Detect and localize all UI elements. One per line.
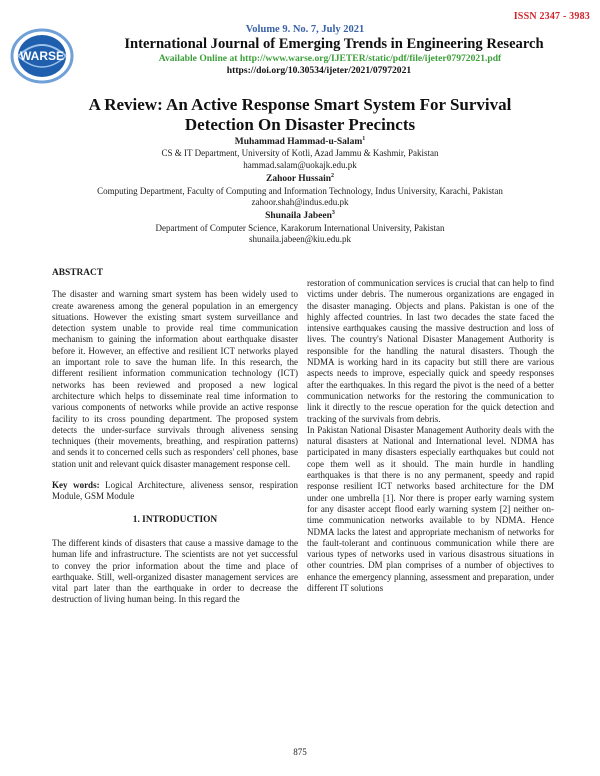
author-affiliation: Department of Computer Science, Karakorum International University, Pakistan <box>155 222 445 233</box>
volume-info: Volume 9. No. 7, July 2021 <box>245 24 365 35</box>
keywords-label: Key words: <box>52 480 100 491</box>
right-column <box>307 278 554 594</box>
abstract-heading: ABSTRACT <box>52 268 104 278</box>
journal-title: International Journal of Emerging Trends in Engineering Research <box>124 36 544 52</box>
body-paragraph: In Pakistan National Disaster Management Authority deals with the natural disasters at National and International level. NDMA has participated in many disasters especially earthquakes but could not cope them well as it should. The main hurdle in handling earthquakes is that there is no any permanent, speedy and rapid response resilient ICT networks based architecture for the DM under one umbrella [1]. Nor there is proper early warning system for any disaster accept flood early warning system [2] neither on-time communication networks available to by NDMA. Hence NDMA lacks the latest and appropriate mechanism of networks for the fault-tolerant and continuous communication while there are various types of networks used in various disastrous situations in other countries. DM plan comprises of a number of objectives to enhance the emergency planning, assessment and preparation, under different IT solutions <box>307 424 554 594</box>
author-email[interactable]: zahoor.shah@indus.edu.pk <box>251 196 349 207</box>
keywords-text: Logical Architecture, aliveness sensor, respiration Module, GSM Module <box>52 480 299 502</box>
author-email[interactable]: shunaila.jabeen@kiu.edu.pk <box>248 233 351 244</box>
doi-link[interactable]: https://doi.org/10.30534/ijeter/2021/07972021 <box>226 65 412 76</box>
paper-title-line-2: Detection On Disaster Precincts <box>184 115 416 134</box>
author-name: Zahoor Hussain$^2$ <box>265 173 335 185</box>
paper-title-line-1: A Review: An Active Response Smart System For Survival <box>88 95 512 114</box>
body-paragraph: restoration of communication services is crucial that can help to find victims under debris. The numerous organizations are engaged in the disaster managing. Objects and plans. Pakistan is one of the highly affected countries. In last two decades the state faced the intensive earthquakes causing the massive destruction and loss of lives. The country's National Disaster Management Authority is responsible for the handling the natural disasters. Though the NDMA is working hard in its capacity but still there are various aspects needs to improve, especially quick and speedy responses after the earthquakes. In this regard the pivot is the need of a better communication networks for the restoring the communication to link it directly to the rescue operation for the quick detection and tracking of the survivals from debris. <box>307 278 554 424</box>
author-email[interactable]: hammad.salam@uokajk.edu.pk <box>243 159 357 170</box>
author-affiliation: Computing Department, Faculty of Computing and Information Technology, Indus University, Karachi, Pakistan <box>97 185 503 196</box>
paper-title <box>40 95 560 135</box>
keywords <box>52 480 298 503</box>
issn-label: ISSN 2347 - 3983 <box>513 11 590 22</box>
logo-text: WARSE <box>19 49 65 63</box>
author-block <box>60 134 540 245</box>
author-name: Shunaila Jabeen$^3$ <box>265 210 335 222</box>
introduction-heading: 1. INTRODUCTION <box>132 514 218 525</box>
journal-header <box>0 23 600 77</box>
availability-link[interactable]: Available Online at http://www.warse.org/IJETER/static/pdf/file/ijeter07972021.pdf <box>158 53 502 64</box>
abstract-text: The disaster and warning smart system has been widely used to create awareness among the general population in an emergency situations. However the existing smart system surveillance and detection system unable to provide real time communication mechanism to gaining the information about earthquake disaster before it. However, an effective and resilient ICT networks played an important role to save the human life. In this research, the different resilient information communication technology (ICT) networks has been reviewed and proposed a new logical architecture which helps to disseminate real time information to various components of networks while provide an active response facility to its cross pounding department. The proposed system detects the under-surface survivals through aliveness sensing techniques (their movements, breathing, and respiration patterns) and sends it to concerned cells such as responders' cell phones, base station unit and relevant quick disaster management response cell. <box>52 289 298 469</box>
page-number: 875 <box>293 747 307 757</box>
author-name: Muhammad Hammad-u-Salam$^1$ <box>234 136 366 148</box>
author-affiliation: CS & IT Department, University of Kotli, Azad Jammu & Kashmir, Pakistan <box>161 148 439 159</box>
introduction-text: The different kinds of disasters that cause a massive damage to the human life and infrastructure. The scientists are not yet successful to convey the prior information about the time and place of earthquake. Still, well-organized disaster management services are vital part later than the earthquake in order to decrease the destruction of living human being. In this regard the <box>52 537 298 605</box>
left-column <box>52 268 298 606</box>
